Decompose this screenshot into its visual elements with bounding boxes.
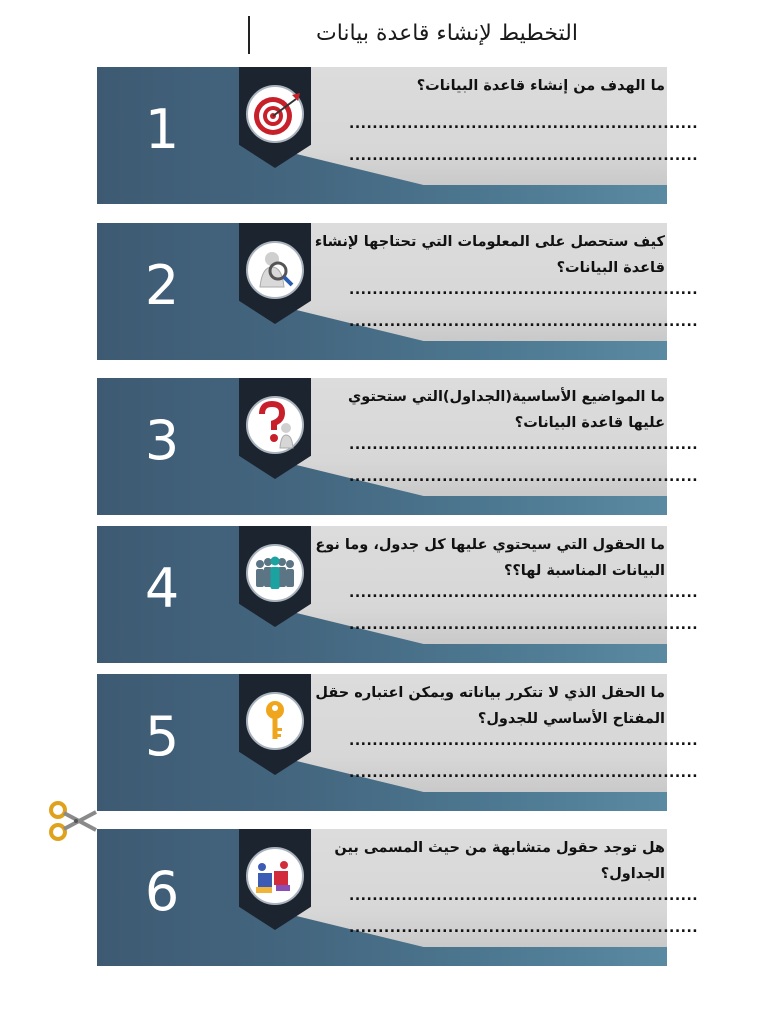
card-number: 2: [144, 254, 180, 317]
question-text: هل توجد حقول متشابهة من حيث المسمى بين الجداول؟: [334, 840, 665, 882]
question-text: ما الهدف من إنشاء قاعدة البيانات؟: [416, 78, 665, 94]
card-number: 3: [144, 409, 180, 472]
answer-line[interactable]: ............................................................: [349, 148, 699, 164]
question-card-4: [97, 526, 699, 663]
question-card-6: [97, 829, 699, 966]
target-icon: [246, 85, 304, 143]
answer-line[interactable]: ............................................................: [349, 314, 699, 330]
key-icon: [246, 692, 304, 750]
card-number: 1: [144, 98, 180, 161]
answer-line[interactable]: ............................................................: [349, 282, 699, 298]
card-number: 4: [144, 557, 180, 620]
answer-line[interactable]: ............................................................: [349, 437, 699, 453]
question-card-1: [97, 67, 699, 204]
question-text: ما الحقول التي سيحتوي عليها كل جدول، وما نوع البيانات المناسبة لها؟؟: [315, 537, 665, 579]
page-title: التخطيط لإنشاء قاعدة بيانات: [316, 21, 578, 46]
question-text: ما المواضيع الأساسية(الجداول)التي ستحتوي عليها قاعدة البيانات؟: [347, 389, 665, 431]
answer-line[interactable]: ............................................................: [349, 765, 699, 781]
question-card-5: [97, 674, 699, 811]
question-text: كيف ستحصل على المعلومات التي تحتاجها لإنشاء قاعدة البيانات؟: [314, 234, 665, 276]
scissors-icon: [46, 800, 98, 842]
question-card-2: [97, 223, 699, 360]
puzzle-people-icon: [246, 847, 304, 905]
card-number: 5: [144, 705, 180, 768]
card-number: 6: [144, 860, 180, 923]
answer-line[interactable]: ............................................................: [349, 920, 699, 936]
question-card-3: [97, 378, 699, 515]
question-person-icon: [246, 396, 304, 454]
answer-line[interactable]: ............................................................: [349, 617, 699, 633]
answer-line[interactable]: ............................................................: [349, 733, 699, 749]
answer-line[interactable]: ............................................................: [349, 469, 699, 485]
people-group-icon: [246, 544, 304, 602]
magnifier-person-icon: [246, 241, 304, 299]
question-text: ما الحقل الذي لا تتكرر بياناته ويمكن اعتباره حقل المفتاح الأساسي للجدول؟: [315, 685, 665, 727]
answer-line[interactable]: ............................................................: [349, 116, 699, 132]
answer-line[interactable]: ............................................................: [349, 585, 699, 601]
answer-line[interactable]: ............................................................: [349, 888, 699, 904]
